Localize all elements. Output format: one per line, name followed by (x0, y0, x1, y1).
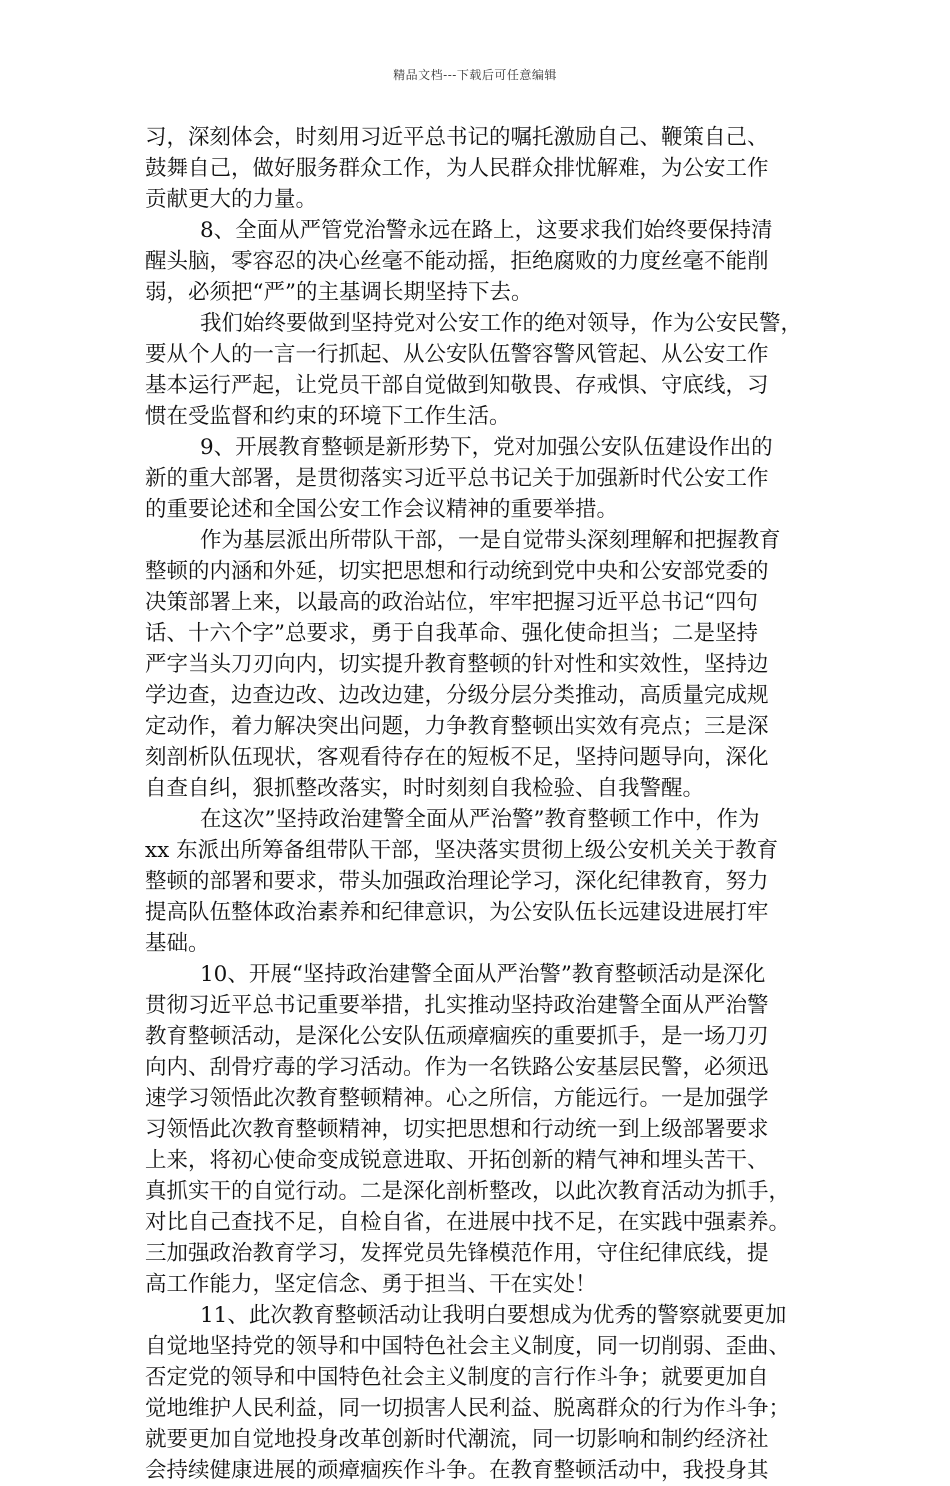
text-line: 鼓舞自己，做好服务群众工作，为人民群众排忧解难，为公安工作 (145, 156, 769, 181)
text-line: 三加强政治教育学习，发挥党员先锋模范作用，守住纪律底线，提 (145, 1241, 769, 1266)
text-line: 新的重大部署，是贯彻落实习近平总书记关于加强新时代公安工作 (145, 466, 769, 491)
text-line: 速学习领悟此次教育整顿精神。心之所信，方能远行。一是加强学 (145, 1086, 769, 1111)
text-line: 决策部署上来，以最高的政治站位，牢牢把握习近平总书记“四句 (145, 590, 758, 615)
text-line: 10、开展“坚持政治建警全面从严治警”教育整顿活动是深化 (200, 962, 766, 987)
text-line: 严字当头刀刃向内，切实提升教育整顿的针对性和实效性，坚持边 (145, 652, 769, 677)
text-line: 要从个人的一言一行抓起、从公安队伍警容警风管起、从公安工作 (145, 342, 769, 367)
text-line: 会持续健康进展的顽瘴痼疾作斗争。在教育整顿活动中，我投身其 (145, 1458, 769, 1483)
text-line: 醒头脑，零容忍的决心丝毫不能动摇，拒绝腐败的力度丝毫不能削 (145, 249, 769, 274)
text-line: 贯彻习近平总书记重要举措，扎实推动坚持政治建警全面从严治警 (145, 993, 769, 1018)
text-line: 我们始终要做到坚持党对公安工作的绝对领导，作为公安民警， (200, 311, 803, 336)
text-line: 就要更加自觉地投身改革创新时代潮流，同一切影响和制约经济社 (145, 1427, 769, 1452)
text-line: 教育整顿活动，是深化公安队伍顽瘴痼疾的重要抓手，是一场刀刃 (145, 1024, 769, 1049)
text-line: 话、十六个字”总要求，勇于自我革命、强化使命担当；二是坚持 (145, 621, 758, 646)
text-line: 整顿的部署和要求，带头加强政治理论学习，深化纪律教育，努力 (145, 869, 769, 894)
text-line: 惯在受监督和约束的环境下工作生活。 (145, 404, 511, 429)
text-line: 对比自己查找不足，自检自省，在进展中找不足，在实践中强素养。 (145, 1210, 791, 1235)
text-line: 习领悟此次教育整顿精神，切实把思想和行动统一到上级部署要求 (145, 1117, 769, 1142)
text-line: 自查自纠，狠抓整改落实，时时刻刻自我检验、自我警醒。 (145, 776, 705, 801)
text-line: 11、此次教育整顿活动让我明白要想成为优秀的警察就要更加 (200, 1303, 787, 1328)
text-line: 向内、刮骨疗毒的学习活动。作为一名铁路公安基层民警，必须迅 (145, 1055, 769, 1080)
text-line: 作为基层派出所带队干部，一是自觉带头深刻理解和把握教育 (200, 528, 781, 553)
page-header: 精品文档---下载后可任意编辑 (393, 68, 557, 82)
text-line: 在这次”坚持政治建警全面从严治警”教育整顿工作中，作为 (200, 807, 760, 832)
text-line: 否定党的领导和中国特色社会主义制度的言行作斗争；就要更加自 (145, 1365, 769, 1390)
text-line: 自觉地坚持党的领导和中国特色社会主义制度，同一切削弱、歪曲、 (145, 1334, 791, 1359)
text-line: 弱，必须把“严”的主基调长期坚持下去。 (145, 280, 533, 305)
text-line: 习，深刻体会，时刻用习近平总书记的嘱托激励自己、鞭策自己、 (145, 125, 769, 150)
text-line: 整顿的内涵和外延，切实把思想和行动统到党中央和公安部党委的 (145, 559, 769, 584)
text-line: 上来，将初心使命变成锐意进取、开拓创新的精气神和埋头苦干、 (145, 1148, 769, 1173)
text-line: 基础。 (145, 931, 210, 956)
text-line: 的重要论述和全国公安工作会议精神的重要举措。 (145, 497, 619, 522)
text-line: 学边查，边查边改、边改边建，分级分层分类推动，高质量完成规 (145, 683, 769, 708)
text-line: xx 东派出所筹备组带队干部，坚决落实贯彻上级公安机关关于教育 (145, 838, 779, 863)
document-body (145, 122, 807, 1486)
text-line: 8、全面从严管党治警永远在路上，这要求我们始终要保持清 (200, 218, 773, 243)
text-line: 9、开展教育整顿是新形势下，党对加强公安队伍建设作出的 (200, 435, 773, 460)
text-line: 贡献更大的力量。 (145, 187, 318, 212)
text-line: 高工作能力，坚定信念、勇于担当、干在实处！ (145, 1272, 597, 1297)
text-line: 刻剖析队伍现状，客观看待存在的短板不足，坚持问题导向，深化 (145, 745, 769, 770)
text-line: 提高队伍整体政治素养和纪律意识，为公安队伍长远建设进展打牢 (145, 900, 769, 925)
text-line: 基本运行严起，让党员干部自觉做到知敬畏、存戒惧、守底线，习 (145, 373, 769, 398)
text-line: 觉地维护人民利益，同一切损害人民利益、脱离群众的行为作斗争； (145, 1396, 791, 1421)
text-line: 真抓实干的自觉行动。二是深化剖析整改，以此次教育活动为抓手， (145, 1179, 791, 1204)
text-line: 定动作，着力解决突出问题，力争教育整顿出实效有亮点；三是深 (145, 714, 769, 739)
